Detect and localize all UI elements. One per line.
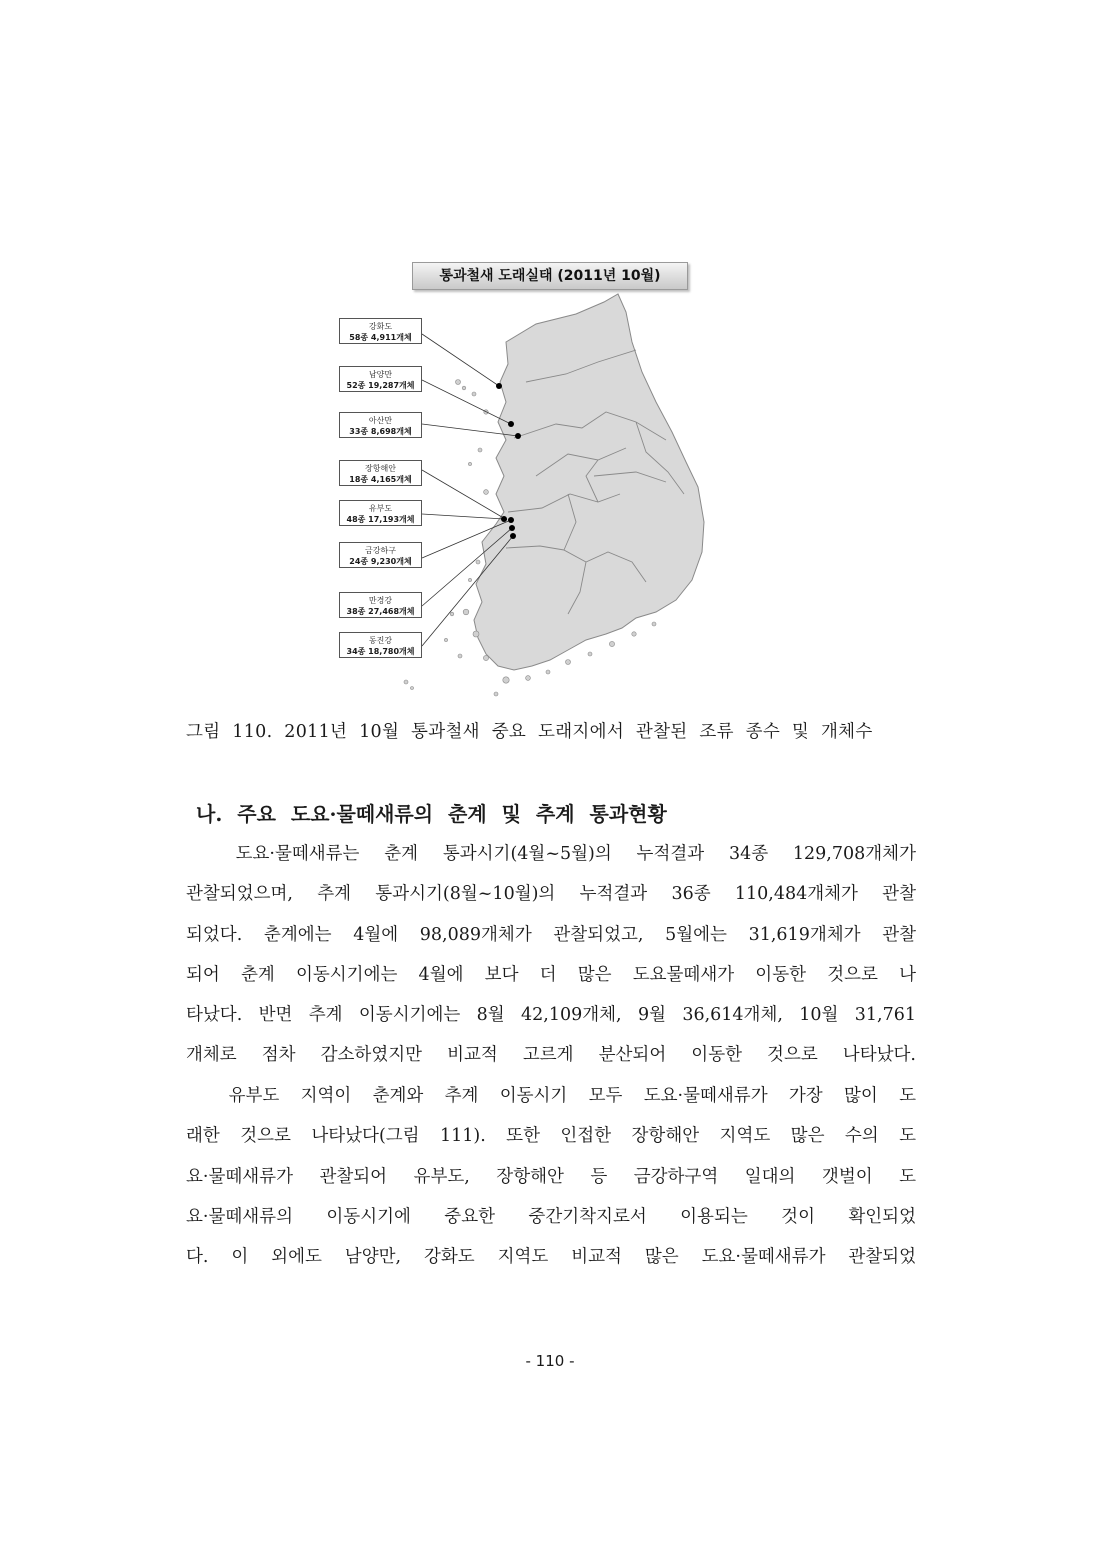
site-label-namyang — [339, 366, 422, 392]
site-count: 38종 27,468개체 — [346, 607, 415, 616]
site-name: 장항해안 — [365, 464, 396, 473]
site-label-asan — [339, 412, 422, 438]
site-marker-mangyeong — [509, 525, 515, 531]
site-label-geumgang — [339, 542, 422, 568]
site-label-yubudo — [339, 500, 422, 526]
site-name: 아산만 — [368, 416, 393, 425]
site-count: 24종 9,230개체 — [349, 557, 412, 566]
site-count: 58종 4,911개체 — [349, 333, 412, 342]
site-name: 강화도 — [368, 322, 393, 331]
site-marker-dongjin — [510, 533, 516, 539]
site-count: 18종 4,165개체 — [349, 475, 412, 484]
site-count: 48종 17,193개체 — [346, 515, 415, 524]
section-heading: 나. 주요 도요·물떼새류의 춘계 및 추계 통과현황 — [196, 802, 667, 826]
text-line: 다. 이 외에도 남양만, 강화도 지역도 비교적 많은 도요·물떼새류가 관찰되었 — [186, 1247, 916, 1268]
figure-caption: 그림 110. 2011년 10월 통과철새 중요 도래지에서 관찰된 조류 종수 및 개체수 — [186, 722, 873, 742]
site-label-ganghwa — [339, 318, 422, 344]
text-line: 되어 춘계 이동시기에는 4월에 보다 더 많은 도요물떼새가 이동한 것으로 나 — [186, 964, 916, 985]
text-line: 요·물떼새류가 관찰되어 유부도, 장항해안 등 금강하구역 일대의 갯벌이 도 — [186, 1166, 916, 1187]
text-line: 개체로 점차 감소하였지만 비교적 고르게 분산되어 이동한 것으로 나타났다. — [186, 1045, 916, 1066]
site-marker-janghang — [501, 516, 507, 522]
site-count: 33종 8,698개체 — [349, 427, 412, 436]
text-line: 래한 것으로 나타났다(그림 111). 또한 인접한 장항해안 지역도 많은 수의 도 — [186, 1126, 916, 1147]
map-figure — [336, 262, 716, 702]
site-marker-namyang — [508, 421, 514, 427]
text-line: 관찰되었으며, 추계 통과시기(8월~10월)의 누적결과 36종 110,484개체가 관찰 — [186, 884, 916, 905]
text-line: 되었다. 춘계에는 4월에 98,089개체가 관찰되었고, 5월에는 31,619개체가 관찰 — [186, 924, 916, 945]
text-line: 타났다. 반면 추계 이동시기에는 8월 42,109개체, 9월 36,614개체, 10월 31,761 — [186, 1005, 916, 1026]
figure-title: 통과철새 도래실태 (2011년 10월) — [412, 262, 688, 290]
paragraph-1 — [186, 834, 916, 1076]
site-label-janghang — [339, 460, 422, 486]
site-marker-asan — [515, 433, 521, 439]
site-name: 만경강 — [368, 596, 393, 605]
site-label-dongjin — [339, 632, 422, 658]
site-count: 52종 19,287개체 — [346, 381, 415, 390]
site-name: 남양만 — [368, 370, 393, 379]
site-name: 동진강 — [368, 636, 393, 645]
paragraph-2 — [186, 1076, 916, 1277]
site-name: 금강하구 — [365, 546, 396, 555]
text-line: 유부도 지역이 춘계와 추계 이동시기 모두 도요·물떼새류가 가장 많이 도 — [186, 1086, 916, 1106]
site-marker-yubudo — [508, 517, 514, 523]
site-label-mangyeong — [339, 592, 422, 618]
text-line: 요·물떼새류의 이동시기에 중요한 중간기착지로서 이용되는 것이 확인되었 — [186, 1206, 916, 1227]
site-count: 34종 18,780개체 — [346, 647, 415, 656]
page-number: - 110 - — [525, 1352, 575, 1370]
text-line: 도요·물떼새류는 춘계 통과시기(4월~5월)의 누적결과 34종 129,708개체가 — [186, 844, 916, 864]
site-name: 유부도 — [368, 504, 393, 513]
site-marker-ganghwa — [496, 383, 502, 389]
